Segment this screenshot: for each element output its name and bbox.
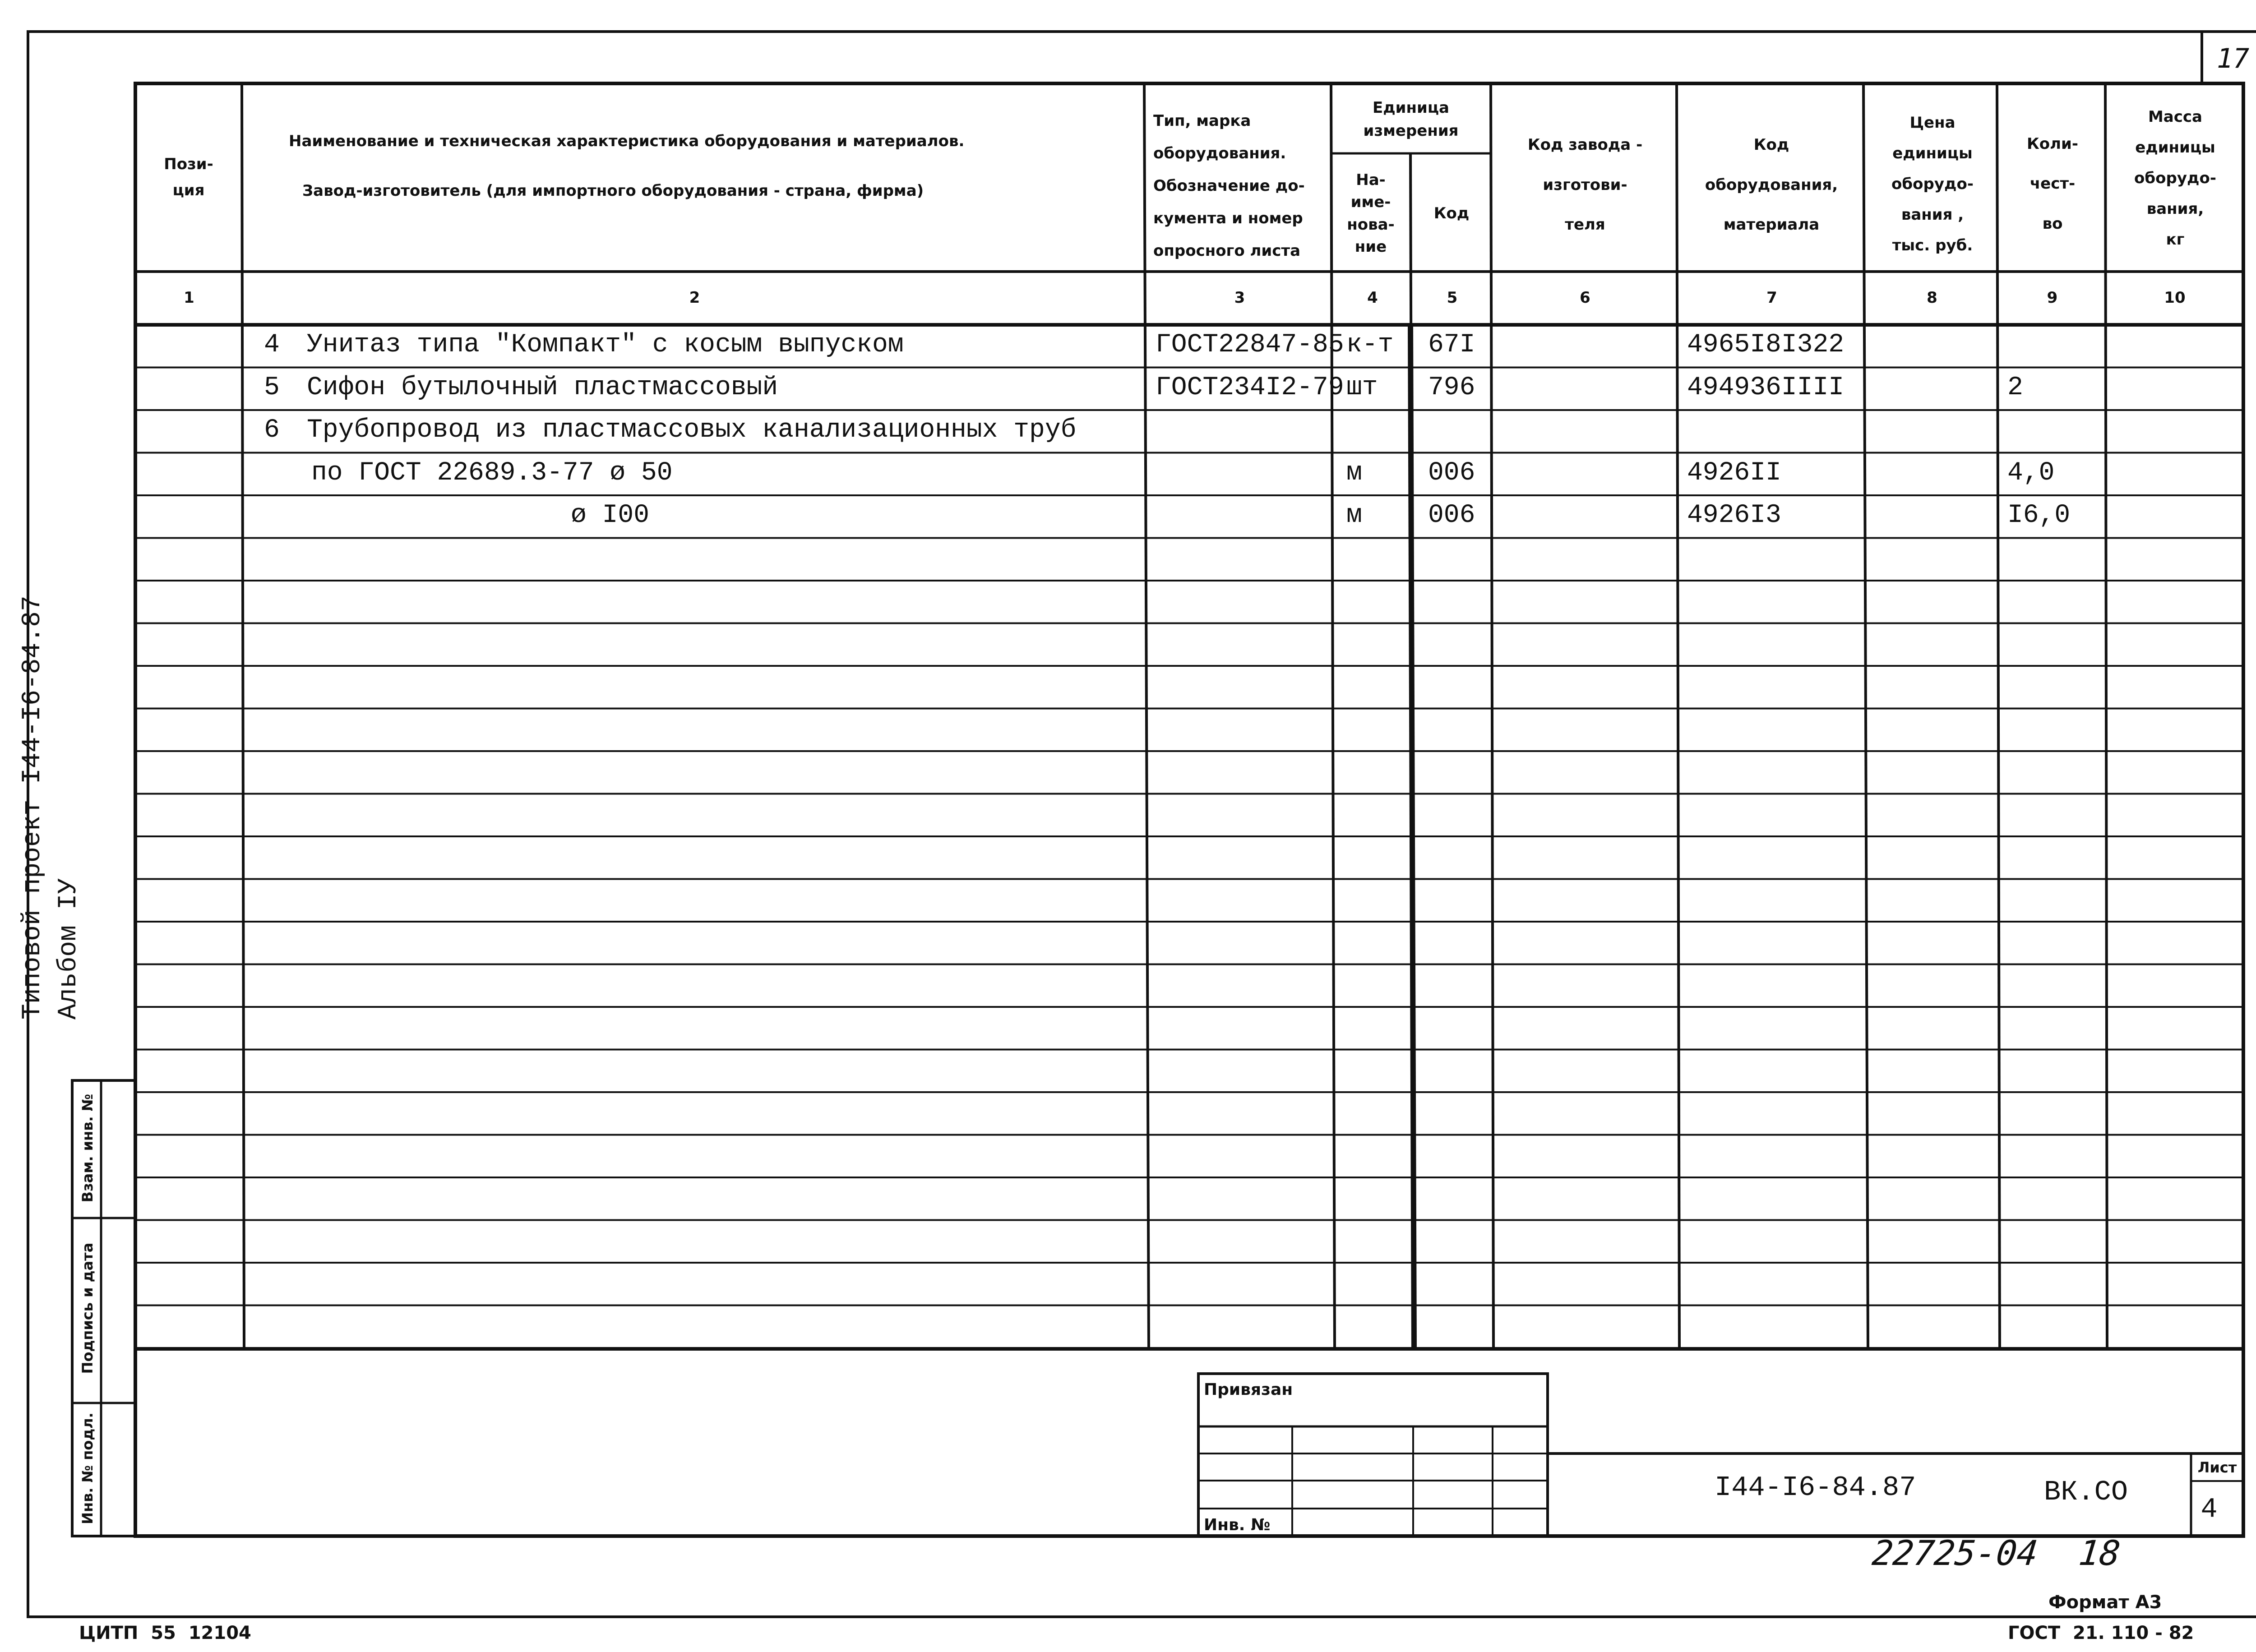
header-col5: Код [1433,204,1470,222]
cell-type: ГОСТ22847-85 [1156,330,1344,360]
gost-label: ГОСТ 21. 110 - 82 [2008,1623,2194,1643]
cell-qty: I6,0 [2007,501,2071,530]
side-stamp-inv-podl: Инв. № подл. [79,1412,96,1524]
cell-code: 494936IIII [1687,373,1845,402]
column-number: 8 [1927,289,1937,307]
cell-name: Унитаз типа "Компакт" с косым выпуском [307,330,904,360]
cell-name: ø I00 [571,501,650,530]
column-number: 5 [1447,289,1458,307]
sheet-number: 4 [2201,1493,2218,1525]
cell-pos: 4 [264,330,280,360]
cell-type [1156,458,1333,497]
cell-name: Трубопровод из пластмассовых канализационных труб [307,415,1077,445]
inv-no-label: Инв. № [1204,1516,1271,1534]
cell-name: Сифон бутылочный пластмассовый [307,373,778,402]
header-col8: Цена единицы оборудо- вания , тыс. руб. [1891,113,1974,254]
cell-price [1875,458,1998,497]
column-number: 6 [1580,289,1590,307]
cell-price [1875,415,1998,454]
cell-unit: шт [1346,373,1378,402]
doc-code: I44-I6-84.87 [1715,1472,1916,1504]
column-number: 10 [2164,289,2186,307]
column-number: 1 [184,289,194,307]
header-col10: Масса единицы оборудо- вания, кг [2134,108,2216,249]
header-col6: Код завода - изготови- теля [1527,136,1643,234]
header-col9: Коли- чест- во [2027,134,2078,233]
cell-factory [1501,373,1678,411]
cell-code: 4926II [1687,458,1781,488]
cell-price [1875,330,1998,369]
header-col3: Тип, марка оборудования. Обозначение до- кумента и номер опросного листа [1153,112,1305,260]
doc-mark: ВК.СО [2044,1476,2128,1508]
header-col4: На- име- нова- ние [1347,171,1395,256]
cell-pos [264,501,300,539]
column-number: 9 [2047,289,2058,307]
cell-qty: 4,0 [2007,458,2055,488]
cell-factory [1501,415,1678,454]
side-title-line2: Альбом IУ [54,878,83,1020]
column-number: 4 [1367,289,1378,307]
side-title-line1: Типовой проект I44-I6-84.87 [18,595,47,1020]
format-label: Формат А3 [2048,1592,2162,1613]
cell-factory [1501,458,1678,497]
cell-type [1156,501,1333,539]
cell-pos: 6 [264,415,280,445]
cell-pos: 5 [264,373,280,402]
cell-pos [264,458,300,497]
cell-code: 4965I8I322 [1687,330,1845,360]
cell-mass [2115,458,2243,497]
cell-unit: к-т [1346,330,1394,360]
cell-unit: м [1346,501,1362,530]
column-number: 2 [689,289,700,307]
cell-unit [1346,415,1417,454]
cell-qty: 2 [2007,373,2023,402]
cell-price [1875,501,1998,539]
column-number: 7 [1766,289,1777,307]
cell-unit-code: 006 [1428,458,1475,488]
cell-price [1875,373,1998,411]
side-stamp-podpis-data: Подпись и дата [79,1242,96,1374]
cell-name: по ГОСТ 22689.3-77 ø 50 [311,458,673,488]
citp-stamp: ЦИТП 55 12104 [79,1623,251,1643]
cell-unit-code: 006 [1428,501,1475,530]
cell-mass [2115,373,2243,411]
cell-unit-code: 796 [1428,373,1475,402]
sheet-corner-number: 17 [2216,43,2250,74]
sheet-label: Лист [2197,1459,2237,1477]
column-number: 3 [1234,289,1245,307]
side-stamp-vzam-inv: Взам. инв. № [79,1094,96,1203]
cell-code: 4926I3 [1687,501,1781,530]
handwritten-number: 22725-04 18 [1870,1533,2122,1573]
cell-unit-code [1428,415,1499,454]
cell-mass [2115,415,2243,454]
privyazan-label: Привязан [1204,1380,1293,1399]
header-col7: Код оборудования, материала [1705,136,1838,234]
cell-unit-code: 67I [1428,330,1475,360]
cell-type: ГОСТ234I2-79 [1156,373,1344,402]
header-col2-line1: Наименование и техническая характеристика оборудования и материалов. [289,132,965,150]
cell-factory [1501,501,1678,539]
cell-qty [2007,415,2106,454]
cell-mass [2115,501,2243,539]
header-col2-line2: Завод-изготовитель (для импортного оборудования - страна, фирма) [302,182,924,200]
cell-qty [2007,330,2106,369]
cell-mass [2115,330,2243,369]
header-col1: Пози- ция [164,155,213,199]
cell-code [1687,415,1866,454]
cell-type [1156,415,1333,454]
header-unit-group: Единица измерения [1363,99,1459,140]
cell-unit: м [1346,458,1362,488]
cell-factory [1501,330,1678,369]
